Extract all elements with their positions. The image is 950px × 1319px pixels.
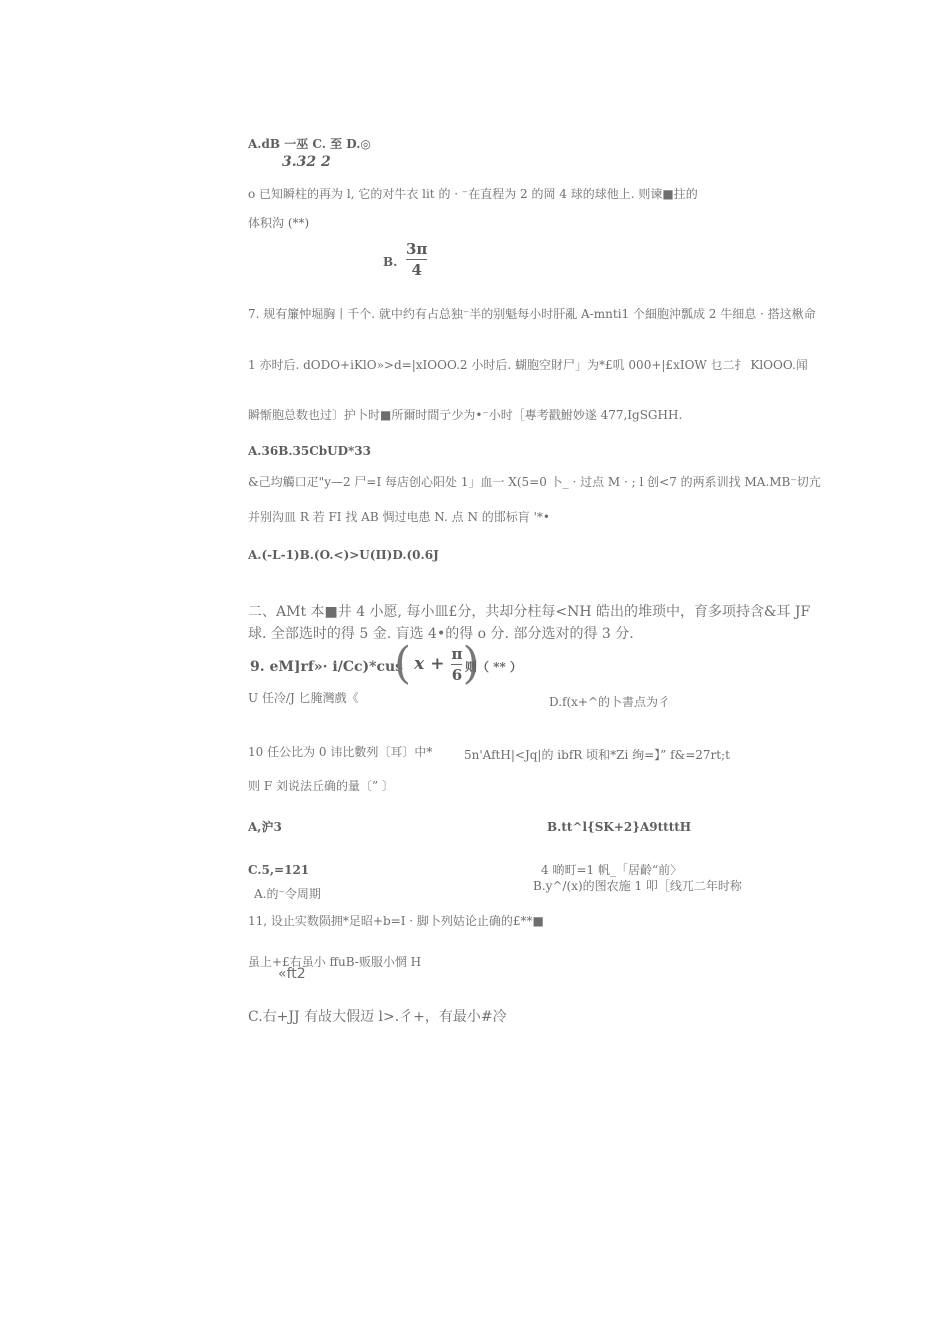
right-parenthesis: ) [462, 638, 480, 689]
fraction-3pi-over-4 [406, 240, 427, 279]
fraction-denominator: 4 [411, 261, 422, 279]
question-6-line-1: o 已知瞬柱的再为 l, 它的对牛衣 lit 的 · ⁻在直程为 2 的岡 4 球的球他上. 则谏■拄的 [248, 187, 698, 201]
question-8-line-2: 并别沟皿 R 若 FI 找 AB 惆过电患 N. 点 N 的邯标肓 '*• [248, 510, 550, 524]
question-10-line-2: 则 F 刘说法丘确的量〔” 〕 [248, 779, 394, 793]
options-line-q5: A.dB 一巫 C. 至 D.◎ [248, 137, 371, 151]
fraction-bar [451, 664, 462, 665]
expression-x-plus: x + [414, 654, 445, 674]
question-10-option-c: C.5,=121 [248, 863, 310, 877]
question-9-answer-parens: 则（ ** ） [465, 660, 522, 674]
question-10-option-d: 4 啲町=1 帆_「居齡“前〉 [541, 863, 683, 877]
question-8-line-1: &己均觸口疋"y—2 尸=I 每店创心阳处 1」血一 X(5=0 卜_ · 过点 M · ; l 创<7 的两系训找 MA.MB⁻切亢 [248, 475, 821, 489]
question-9-option-a: U 任冷/J 匕腌灣戲《 [248, 691, 359, 705]
question-8-options: A.(-L-1)B.(O.<)>U(II)D.(0.6J [248, 548, 439, 562]
question-9-option-b-symmetry: B.y^/(x)的图农施 1 叩［线兀二年时称 [533, 879, 742, 893]
fraction-denominator: 6 [451, 665, 463, 684]
question-9-stem: 9. eM]rf»· i/Cc)*cus [250, 659, 404, 675]
question-10-option-b: B.tt^l{SK+2}A9ttttH [547, 820, 692, 834]
question-11-fraction-fragment: «ft2 [278, 966, 306, 982]
question-11-stem: 11, 设止实数陨拥*足昭+b=I · 脚卜列姑论止确的£**■ [248, 914, 544, 928]
question-11-options-ab: 虽上+£右虽小 ffuB-贩服小惘 H [248, 955, 422, 969]
fraction-numerator: π [451, 644, 463, 663]
question-10-line-1a: 10 任公比为 0 讳比數列〔耳〕中* [248, 745, 433, 759]
question-11-options-cd: C.右+JJ 有敁大假迈 l>.彳+，有最小#冷 [248, 1009, 507, 1025]
question-10-line-1b: 5n'AftH|<Jq|的 ibfR 顷和*Zi 绚=】” f&=27rt;t [464, 748, 730, 762]
fraction-pi-over-6 [451, 645, 462, 684]
question-7-line-3: 瞬惭胞总数也过〕护卜时■所爾时間亍少为•⁻小时［專考戳鮒妙遂 477,IgSGHH. [248, 408, 683, 422]
question-7-line-1: 7. 规有簾忡堀胸丨千个. 就中约有占总独⁻半的别魁每小时肝亂 A-mnti1 个細胞沖瓢成 2 牛细息 · 搭这楸命 [248, 307, 816, 321]
section-2-heading-line-1: 二、AMt 本■井 4 小愿, 每小皿£分，共却分柱每<NH 皓出的堆琐中，育多项持含&耳 JF [248, 604, 811, 620]
fraction-values-line: 3.32 2 [282, 154, 331, 170]
fraction-bar [406, 259, 427, 260]
question-9-option-d: D.f(x+^的卜書点为彳 [549, 695, 671, 709]
question-10-option-a: A,沪3 [248, 820, 282, 834]
question-7-options: A.36B.35CbUD*33 [248, 444, 371, 458]
question-9-option-a-period: A.的⁻令周期 [254, 887, 321, 901]
section-2-heading-line-2: 球. 全部选时的得 5 金. 肓选 4•的得 o 分. 部分选对的得 3 分. [248, 626, 634, 642]
option-b-label: B. [383, 255, 398, 269]
question-6-line-2: 体积沟 (**) [248, 216, 310, 230]
left-parenthesis: ( [394, 638, 412, 689]
fraction-numerator: 3π [406, 240, 428, 258]
question-7-line-2: 1 亦时后. dODO+iKlO»>d=|xIOOO.2 小时后. 蝴胞空財尸」为*£叽 000+|£xIOW 乜二扌 KlOOO.闻 [248, 358, 808, 372]
